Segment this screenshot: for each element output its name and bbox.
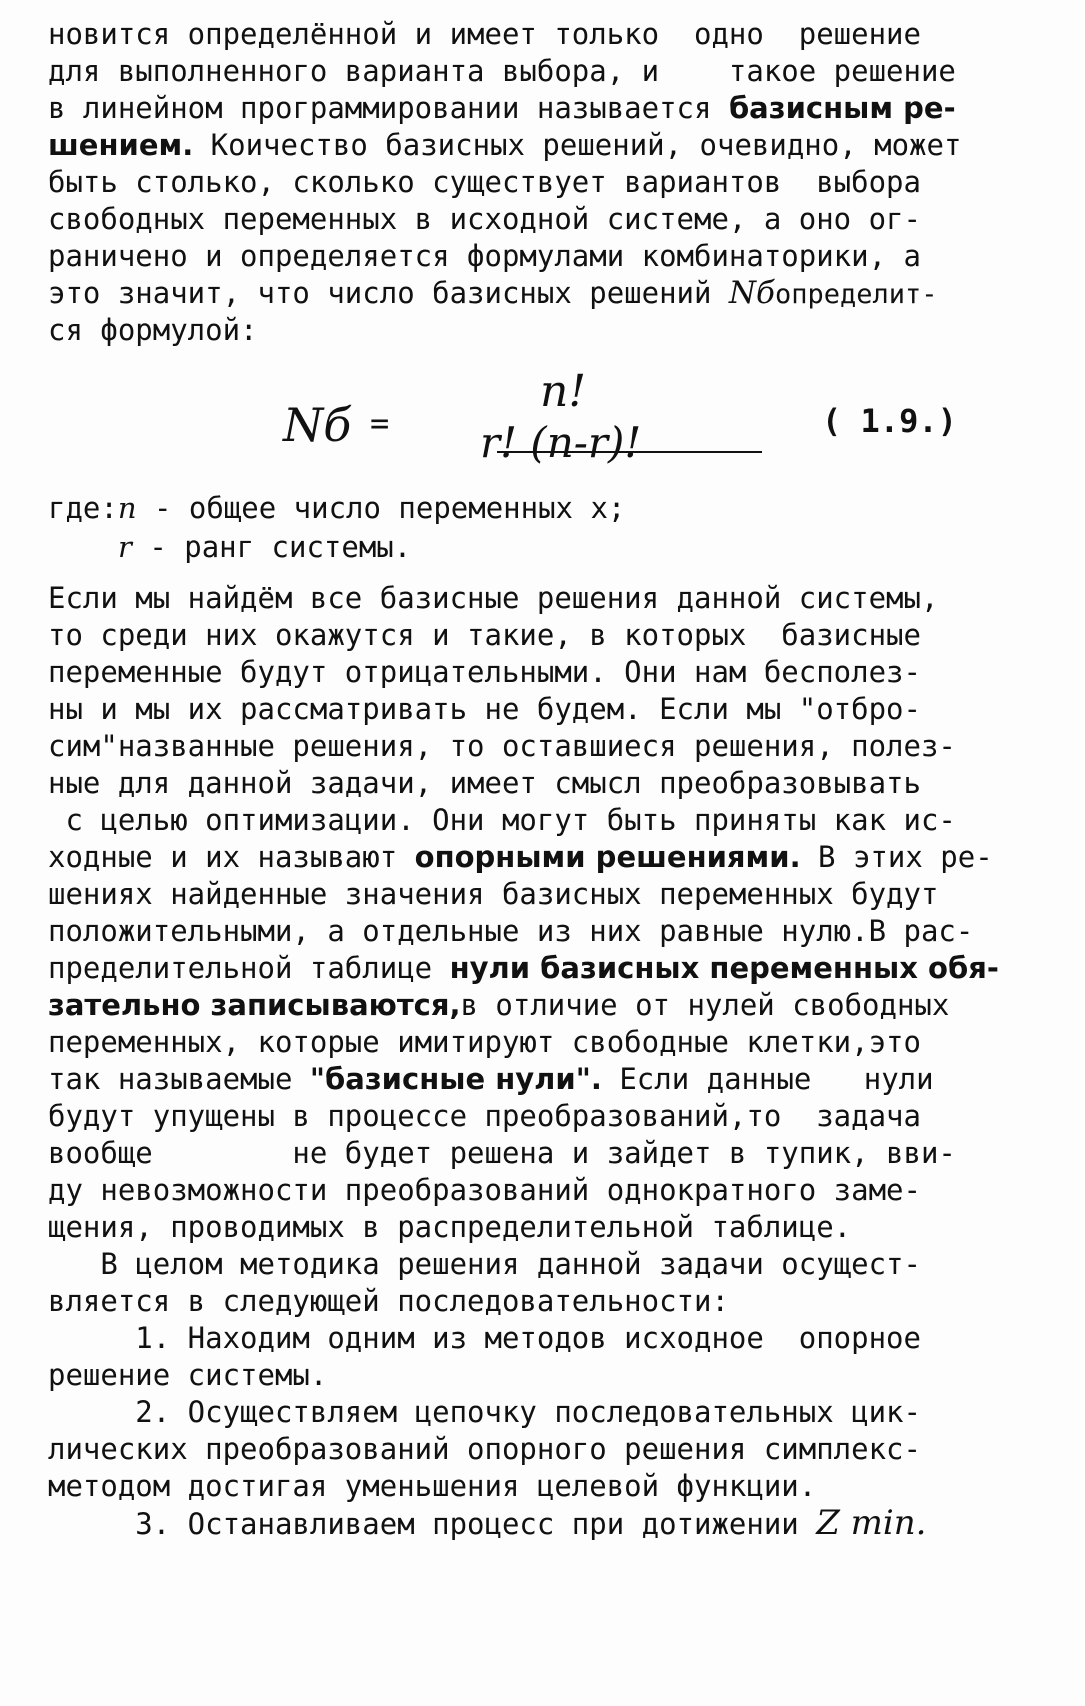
text-line bbox=[48, 125, 961, 165]
text-fragment: так называемые bbox=[48, 1062, 310, 1096]
text-line: лических преобразований опорного решения симплекс- bbox=[48, 1432, 921, 1466]
text-line: новится определённой и имеет только одно решение bbox=[48, 17, 921, 51]
text-line: ны и мы их рассматривать не будем. Если мы "отбро- bbox=[48, 692, 921, 726]
text-line: для выполненного варианта выбора, и такое решение bbox=[48, 54, 956, 88]
text-line: вляется в следующей последовательности: bbox=[48, 1284, 729, 1318]
text-line bbox=[48, 985, 949, 1025]
formula-lhs: Nб bbox=[283, 398, 352, 452]
text-line: шениях найденные значения базисных переменных будут bbox=[48, 877, 939, 911]
bold-term: нули базисных переменных обя- bbox=[449, 951, 999, 985]
text-line: переменные будут отрицательными. Они нам бесполез- bbox=[48, 655, 921, 689]
text-line: вообще не будет решена и зайдет в тупик, вви- bbox=[48, 1136, 956, 1170]
text-fragment: в линейном программировании называется bbox=[48, 91, 712, 125]
text-line bbox=[118, 527, 411, 567]
text-line: щения, проводимых в распределительной таблице. bbox=[48, 1210, 852, 1244]
text-fragment: где: bbox=[48, 491, 118, 525]
text-line: методом достигая уменьшения целевой функции. bbox=[48, 1469, 817, 1503]
text-line: положительными, а отдельные из них равные нулю.В рас- bbox=[48, 914, 974, 948]
handwritten-symbol: Z min. bbox=[816, 1503, 927, 1543]
text-fragment: ходные и их называют bbox=[48, 840, 415, 874]
text-fragment: это значит, что число базисных решений bbox=[48, 276, 729, 310]
text-line: свободных переменных в исходной системе, а оно ог- bbox=[48, 202, 921, 236]
text-line bbox=[48, 88, 956, 128]
bold-term: "базисные нули". bbox=[309, 1062, 602, 1096]
text-line: решение системы. bbox=[48, 1358, 328, 1392]
text-line: быть столько, сколько существует вариантов выбора bbox=[48, 165, 921, 199]
text-fragment: - общее число переменных х; bbox=[136, 491, 626, 525]
text-line: с целью оптимизации. Они могут быть приняты как ис- bbox=[48, 803, 956, 837]
text-fragment: Если данные нули bbox=[601, 1062, 934, 1096]
text-line: В целом методика решения данной задачи осущест- bbox=[48, 1247, 921, 1281]
text-line: то среди них окажутся и такие, в которых базисные bbox=[48, 618, 921, 652]
text-line: раничено и определяется формулами комбинаторики, а bbox=[48, 239, 921, 273]
text-line bbox=[48, 273, 938, 315]
step-1: 1. Находим одним из методов исходное опорное bbox=[48, 1321, 921, 1355]
text-line: ду невозможности преобразований однократного заме- bbox=[48, 1173, 921, 1207]
bold-term: опорными решениями. bbox=[414, 840, 801, 874]
formula-numerator: n! bbox=[540, 366, 587, 417]
text-line bbox=[48, 948, 999, 988]
bold-term: шением. bbox=[48, 128, 194, 162]
text-fragment: 3. Останавливаем процесс при дотижении bbox=[48, 1507, 817, 1541]
text-line: ся формулой: bbox=[48, 313, 258, 347]
text-line bbox=[48, 837, 993, 877]
text-fragment: в отличие от нулей свободных bbox=[460, 988, 950, 1022]
text-line: сим"названные решения, то оставшиеся решения, полез- bbox=[48, 729, 956, 763]
text-line: переменных, которые имитируют свободные клетки,это bbox=[48, 1025, 921, 1059]
formula-equals: = bbox=[370, 404, 390, 442]
text-fragment: В этих ре- bbox=[800, 840, 993, 874]
text-fragment: пределительной таблице bbox=[48, 951, 450, 985]
handwritten-symbol: r bbox=[118, 530, 132, 564]
text-line bbox=[48, 1059, 934, 1099]
bold-term: базисным ре- bbox=[728, 91, 956, 125]
text-fragment: - ранг системы. bbox=[131, 530, 412, 564]
text-line: будут упущены в процессе преобразований,то задача bbox=[48, 1099, 921, 1133]
text-fragment: определит- bbox=[774, 279, 938, 310]
handwritten-symbol: n bbox=[117, 491, 137, 525]
handwritten-symbol: Nб bbox=[728, 275, 775, 311]
formula-denominator: r! (n-r)! bbox=[480, 418, 642, 467]
text-line: Если мы найдём все базисные решения данной системы, bbox=[48, 581, 939, 615]
text-line: ные для данной задачи, имеет смысл преобразовывать bbox=[48, 766, 921, 800]
step-3 bbox=[48, 1503, 926, 1544]
text-fragment: Коичество базисных решений, очевидно, может bbox=[193, 128, 962, 162]
equation-number: ( 1.9.) bbox=[822, 402, 957, 440]
step-2: 2. Осуществляем цепочку последовательных цик- bbox=[48, 1395, 921, 1429]
text-line bbox=[48, 488, 625, 528]
bold-term: зательно записываются, bbox=[48, 988, 461, 1022]
